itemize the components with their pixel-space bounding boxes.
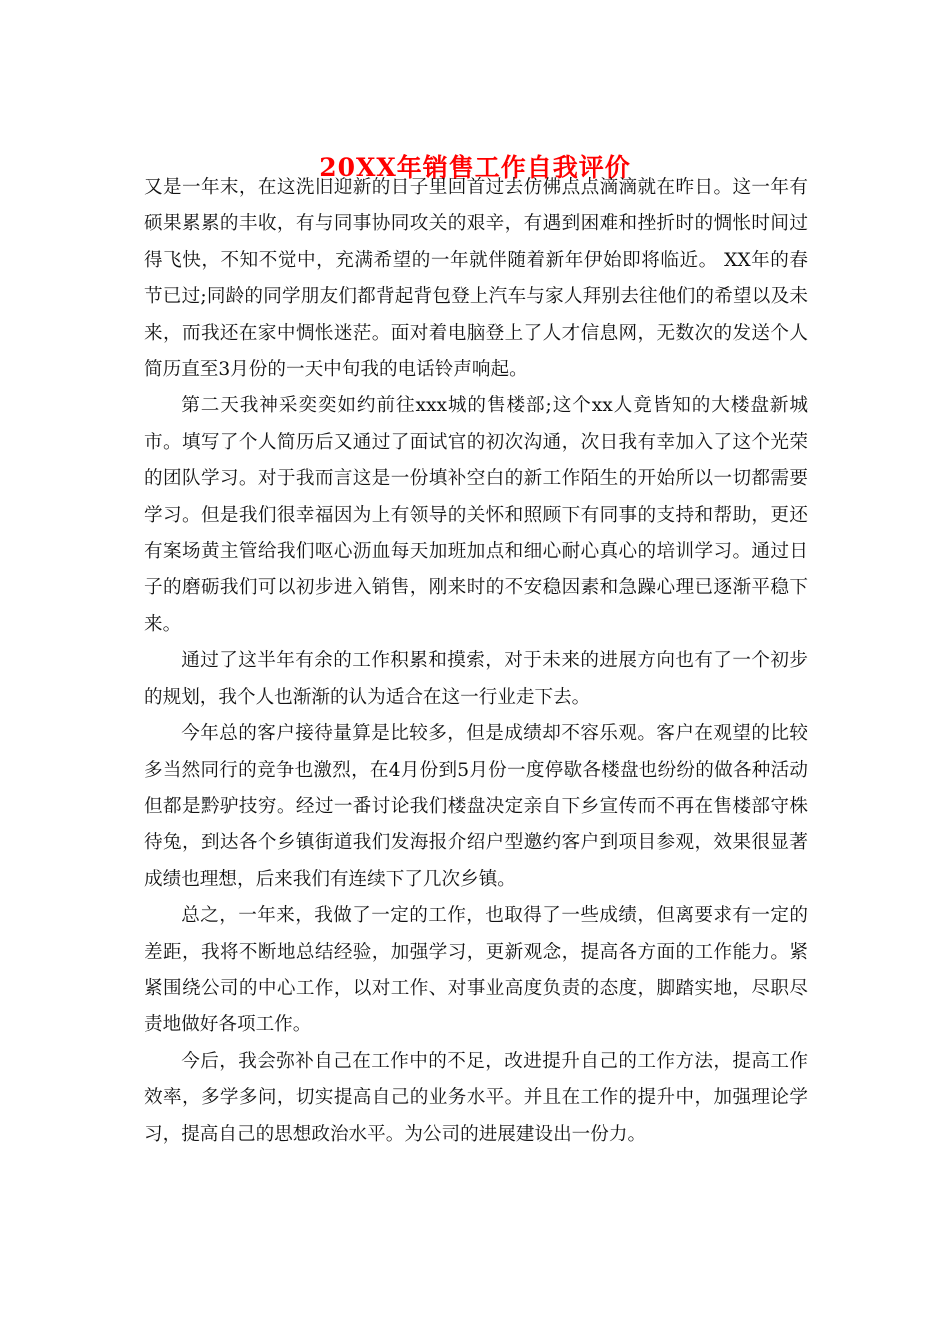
paragraph-5: 总之，一年来，我做了一定的工作，也取得了一些成绩，但离要求有一定的差距，我将不断地总结经验，加强学习，更新观念，提高各方面的工作能力。紧紧围绕公司的中心工作，以对工作、对事业高度负责的态度，脚踏实地，尽职尽责地做好各项工作。 (144, 905, 808, 1036)
document-title: 20XX年销售工作自我评价 (319, 153, 631, 182)
paragraph-6: 今后，我会弥补自己在工作中的不足，改进提升自己的工作方法，提高工作效率，多学多问，切实提高自己的业务水平。并且在工作的提升中，加强理论学习，提高自己的思想政治水平。为公司的进展建设出一份力。 (144, 1050, 808, 1145)
paragraph-4: 今年总的客户接待量算是比较多，但是成绩却不容乐观。客户在观望的比较多当然同行的竞争也激烈，在4月份到5月份一度停歇各楼盘也纷纷的做各种活动但都是黔驴技穷。经过一番讨论我们楼盘决定亲自下乡宣传而不再在售楼部守株待兔，到达各个乡镇街道我们发海报介绍户型邀约客户到项目参观，效果很显著成绩也理想，后来我们有连续下了几次乡镇。 (144, 723, 808, 890)
document-body (144, 170, 808, 1153)
paragraph-1: 又是一年末，在这洗旧迎新的日子里回首过去仿佛点点滴滴就在昨日。这一年有硕果累累的丰收，有与同事协同攻关的艰辛，有遇到困难和挫折时的惆怅时间过得飞快，不知不觉中，充满希望的一年就伴随着新年伊始即将临近。 XX年的春节已过;同龄的同学朋友们都背起背包登上汽车与家人拜别去往他们的希望以及未来，而我还在家中惆怅迷茫。面对着电脑登上了人才信息网，无数次的发送个人简历直至3月份的一天中旬我的电话铃声响起。 (144, 177, 808, 381)
paragraph-3: 通过了这半年有余的工作积累和摸索，对于未来的进展方向也有了一个初步的规划，我个人也渐渐的认为适合在这一行业走下去。 (144, 650, 808, 708)
paragraph-2: 第二天我神采奕奕如约前往xxx城的售楼部;这个xx人竟皆知的大楼盘新城市。填写了个人简历后又通过了面试官的初次沟通，次日我有幸加入了这个光荣的团队学习。对于我而言这是一份填补空白的新工作陌生的开始所以一切都需要学习。但是我们很幸福因为上有领导的关怀和照顾下有同事的支持和帮助，更还有案场黄主管给我们呕心沥血每天加班加点和细心耐心真心的培训学习。通过日子的磨砺我们可以初步进入销售，刚来时的不安稳因素和急躁心理已逐渐平稳下来。 (144, 395, 808, 635)
